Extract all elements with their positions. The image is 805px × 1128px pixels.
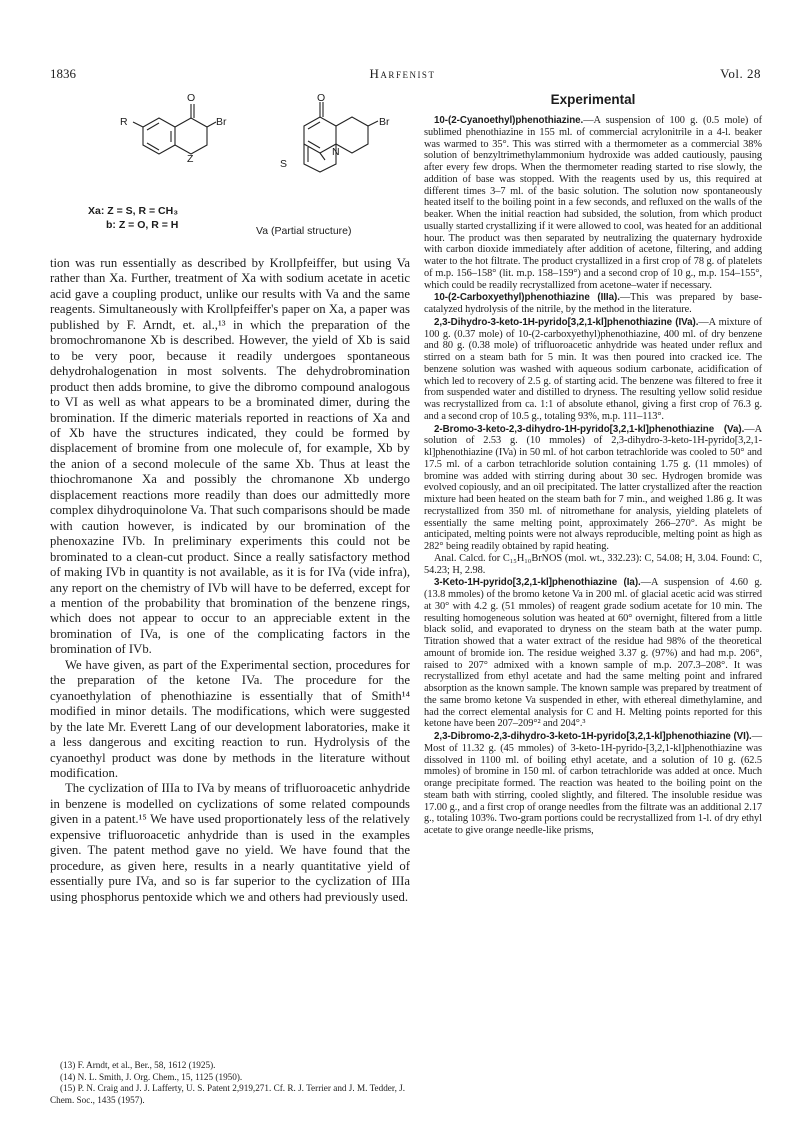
left-column xyxy=(50,92,410,905)
atom-s: S xyxy=(280,158,288,170)
footnote: (13) F. Arndt, et al., Ber., 58, 1612 (1925). xyxy=(60,1060,216,1070)
procedure-text: —A mixture of 100 g. (0.37 mole) of 10-(2-carboxyethyl)phenothiazine, 400 ml. of dry benzene and 80 g. (0.38 mole) of trifluoroacetic anhydride was heated under reflux and stirred on a steam bath for 5 min. It was then poured into cracked ice. The benzene solution was washed with aqueous sodium carbonate, acidification of which led to recovery of 2.5 g. of starting acid. The benzene was filtered to free it from suspended water and distilled to dryness. The resulting yellow solid residue was recrystallized from ca. 1:1 of absolute ethanol, giving a first crop of 76.3 g. and a second crop of 10.5 g., totaling 93%, m.p. 111–113°. xyxy=(424,316,762,422)
compound-heading: 10-(2-Carboxyethyl)phenothiazine (IIIa). xyxy=(434,292,620,304)
experimental-paragraph xyxy=(424,424,762,553)
compound-heading: 3-Keto-1H-pyrido[3,2,1-kl]phenothiazine (Ia). xyxy=(434,577,641,589)
procedure-text: —A suspension of 4.60 g. (13.8 mmoles) of the bromo ketone Va in 200 ml. of glacial acetic acid was stirred at 30° with 4.2 g. (51 mmoles) of reagent grade sodium acetate for 10 min. The resulting homogeneous solution was heated at 60° overnight, filtered from a little black solid, and evaporated to dryness on the steam bath at the water pump. Titration showed that a water extract of the residue had 98% of the theoretical amount of bromide ion. The residue weighed 3.37 g. (97%) and had m.p. 206°, raised to 207° admixed with a known sample of m.p. 207.3–208°. It was recrystallized from ethyl acetate and had the same melting point and infrared absorption as the known sample. The known sample was prepared by treatment of the same bromo ketone Va suspended in ether, with ethereal dimethylamine, and had the correct elemental analysis for C and H. Melting points reported for this ketone have been 207–209°² and 204°.³ xyxy=(424,577,762,730)
experimental-paragraph xyxy=(424,731,762,837)
page-number: 1836 xyxy=(50,66,76,81)
experimental-paragraph xyxy=(424,577,762,730)
analysis-text: Anal. Calcd. for C₁₅H₁₀BrNOS (mol. wt., 332.23): C, 54.08; H, 3.04. Found: C, 54.23; H, 2.98. xyxy=(424,552,762,576)
procedure-text: —A solution of 2.53 g. (10 mmoles) of 2,3-dihydro-3-keto-1H-pyrido[3,2,1-kl]phenothiazine (IVa) in 50 ml. of hot carbon tetrachloride was cooled to 50° and 17.5 ml. of a carbon tetrachloride solution containing 1.75 g. (11 mmoles) of bromine was added with stirring during about 30 sec. Hydrogen bromide was evolved copiously, and an oil precipitated. The latter crystallized after the reaction mixture had been heated on the steam bath for 7 min., and weighed 1.86 g. It was recrystallized from 350 ml. of nitromethane for analysis, yielding platelets of essentially the same melting point, approximately 266–270°. As might be anticipated, melting points were not always reproducible, melting point as high as 282° being readily obtained by rapid heating. xyxy=(424,423,762,552)
atom-z: Z xyxy=(187,153,194,165)
paragraph: We have given, as part of the Experimental section, procedures for the preparation of the ketone IVa. The procedure for the cyanoethylation of phenothiazine is essentially that of Smith¹⁴ modified in minor details. The modifications, which were suggested by the late Mr. Everett Lang of our development laboratories, make it a less dangerous and exciting reaction to run. Hydrolysis of the cyanoethyl product was done by methods in the literature without modification. xyxy=(50,657,410,780)
experimental-paragraph xyxy=(424,292,762,316)
structure-xb-caption: b: Z = O, R = H xyxy=(106,219,179,231)
experimental-paragraph xyxy=(424,317,762,423)
running-head-author: Harfenist xyxy=(369,66,436,81)
structure-va-caption: Va (Partial structure) xyxy=(256,225,352,237)
experimental-text xyxy=(424,115,762,837)
structure-drawings xyxy=(50,92,410,242)
analysis-paragraph xyxy=(424,553,762,577)
volume-label: Vol. 28 xyxy=(720,66,761,81)
experimental-heading: Experimental xyxy=(550,92,636,107)
chemical-structures-figure xyxy=(50,92,410,252)
footnotes xyxy=(50,1060,410,1106)
paragraph: The cyclization of IIIa to IVa by means of trifluoroacetic anhydride in benzene is modelled on cyclizations of some related compounds given in a patent.¹⁵ We have used proportionately less of the relatively expensive trifluoroacetic anhydride than is used in the examples given. The patent method gave no yield. We have found that the procedure, as given here, results in a nearly quantitative yield of essentially pure IVa, and so is far superior to the cyclization of IIIa using phosphorus pentoxide which we and others had previously used. xyxy=(50,781,410,904)
structure-xa-caption: Xa: Z = S, R = CH₃ xyxy=(88,205,179,217)
atom-o-va: O xyxy=(317,92,326,104)
atom-n: N xyxy=(332,146,340,158)
paragraph: tion was run essentially as described by Krollpfeiffer, but using Va rather than Xa. Further, treatment of Xa with sodium acetate in acetic acid gave a coupling product, unlike our results with Va and the same reagents. Simultaneously with Krollpfeiffer's paper on Xa, a paper was published by F. Arndt, et. al.,¹³ in which the preparation of the bromochromanone Xb is described. However, the yield of Xb is said to be very poor, because it readily undergoes spontaneous dehydrohalogenation in most solvents. The dehydrobromination product then adds bromine, to give the dibromo compound analogous to VI as well as what appears to be a brominated dimer, during the bromination. If the dimeric materials reported in reactions of Xa and of Xb have the structures indicated, they could be formed by displacement of bromine from one molecule of, for example, Xb by the anion of a second molecule of the same Xb. Thus at least the thiochromanone Xa and possibly the chromanone Xb undergo displacement reactions more readily than does our admittedly more complex dihydroquinolone Va. That such comparisons should be made with caution however, is indicated by our bromination of the phenoxazine IVb. In preliminary experiments this could not be brominated to a clean-cut product. Since a really satisfactory method of making IVb in quantity is not available, as it is for IVa (vide infra), any report on the chemistry of IVb will have to be deferred, except for a mention of the probability that bromination of the benzene rings, which does not appear to occur to an appreciable extent in the bromination of IVa, is one of the complicating factors in the bromination of IVb. xyxy=(50,256,410,657)
footnote: (15) P. N. Craig and J. J. Lafferty, U. S. Patent 2,919,271. Cf. R. J. Terrier and J. M. Tedder, J. Chem. Soc., 1435 (1957). xyxy=(50,1083,406,1105)
atom-br-x: Br xyxy=(216,116,227,128)
discussion-text xyxy=(50,256,410,905)
footnote: (14) N. L. Smith, J. Org. Chem., 15, 1125 (1950). xyxy=(60,1071,243,1082)
compound-heading: 2,3-Dibromo-2,3-dihydro-3-keto-1H-pyrido[3,2,1-kl]phenothiazine (VI). xyxy=(434,731,752,742)
atom-r: R xyxy=(120,116,128,128)
structure-va-pyridone-ring xyxy=(336,117,368,153)
structure-x-hetero-ring xyxy=(175,118,207,154)
compound-heading: 2,3-Dihydro-3-keto-1H-pyrido[3,2,1-kl]phenothiazine (IVa). xyxy=(434,316,699,328)
compound-heading: 2-Bromo-3-keto-2,3-dihydro-1H-pyrido[3,2,1-kl]phenothiazine (Va). xyxy=(434,423,745,435)
atom-o-x: O xyxy=(187,92,196,104)
procedure-text: —A suspension of 100 g. (0.5 mole) of sublimed phenothiazine in 155 ml. of commercial acrylonitrile in a 4-l. beaker was warmed to 35°. This was stirred with a thermometer as a commercial 38% solution of benzyltrimethylammonium hydroxide was added cautiously, pausing after every few drops. When the thermometer reading started to rise slowly, the addition of base was stopped. With the reagents used by us, this required at different times 3–7 ml. of the basic solution. The solution now spontaneously heated itself to the boiling point in a few seconds, and refluxed on the walls of the beaker. When the initial reaction had subsided, the solution, from which product usually started crystallizing if it were allowed to cool, was heated for an additional hour. The product was then separated by neutralizing the quaternary hydroxide with carbon dioxide immediately after addition of acetone, filtering, and adding water to the hot filtrate. The product crystallized in a first crop of 78 g. of platelets of m.p. 156–158° (lit. m.p. 158–159°) and a second crop of 10 g., m.p. 154–155°, which could be readily recrystallized from acetone–water if necessary. xyxy=(424,115,762,291)
right-column xyxy=(424,92,762,837)
experimental-paragraph xyxy=(424,115,762,291)
procedure-text: —Most of 11.32 g. (45 mmoles) of 3-keto-1H-pyrido-[3,2,1-kl]phenothiazine was dissolved in 1100 ml. of boiling ethyl acetate, and a solution of 10 g. (62.5 mmoles) of bromine in 150 ml. of carbon tetrachloride was added at once. Much orange precipitate formed. The reaction was heated to the boiling point on the steam bath with stirring, cooled slightly, and filtered. The insoluble residue was 17.00 g., and a first crop of orange needles from the filtrate was an additional 2.17 g., totaling 103%. Two-gram portions could be recrystallized from 1-l. of dry ethyl acetate to give orange needle-like prisms, xyxy=(424,731,762,836)
compound-heading: 10-(2-Cyanoethyl)phenothiazine. xyxy=(434,115,584,126)
procedure-text: —This was prepared by base-catalyzed hydrolysis of the nitrile, by the method in the literature. xyxy=(424,292,762,315)
atom-br-va: Br xyxy=(379,116,390,128)
